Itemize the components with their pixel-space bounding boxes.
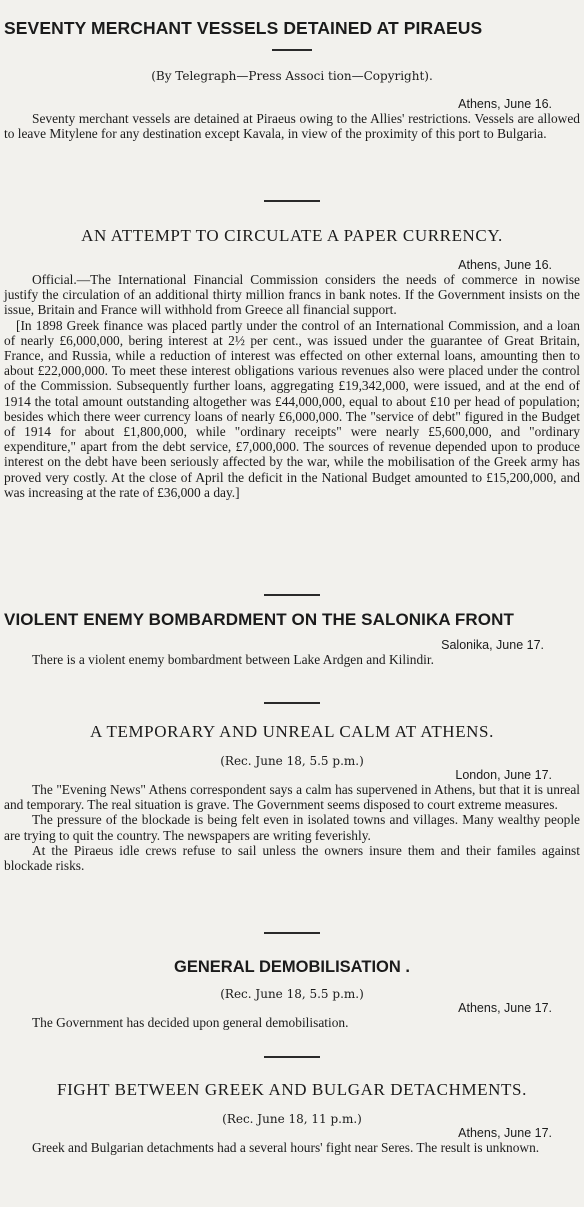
body-text: The Government has decided upon general demobilisation. [32,1015,349,1030]
received-time: (Rec. June 18, 11 p.m.) [222,1112,362,1126]
divider [264,1056,320,1058]
dateline: Salonika, June 17. [441,638,544,652]
body-text: There is a violent enemy bombardment between Lake Ardgen and Kilindir. [32,652,434,667]
divider-1 [4,200,580,202]
article-piraeus-vessels [4,18,580,141]
headline: GENERAL DEMOBILISATION . [174,958,410,976]
body-text: At the Piraeus idle crews refuse to sail unless the owners insure them and their familes against blockade risks. [4,842,580,874]
divider [264,932,320,934]
article-greek-bulgar-fight [4,1080,580,1155]
received-time: (Rec. June 18, 5.5 p.m.) [220,754,364,768]
body-text: Greek and Bulgarian detachments had a several hours' fight near Seres. The result is unknown. [32,1140,540,1155]
headline: A TEMPORARY AND UNREAL CALM AT ATHENS. [90,722,494,741]
body-text: The "Evening News" Athens correspondent says a calm has supervened in Athens, but that it is unreal and temporary. The real situation is grave. The Government seems disposed to court extreme measures. [4,782,580,813]
byline: (By Telegraph—Press Associ tion—Copyright). [151,68,433,83]
body-text: Seventy merchant vessels are detained at Piraeus owing to the Allies' restrictions. Vessels are allowed to leave Mitylene for any destination except Kavala, in view of the proximity of this port to Bulgaria. [4,110,580,141]
dateline: Athens, June 16. [458,258,552,272]
body-text: [In 1898 Greek finance was placed partly under the control of an International Commission, and a loan of nearly £6,000,000, bering interest at 2½ per cent., was issued under the guarantee of Great Britain, France, and Russia, while a reduction of interest was effected on other external loans, amounting then to about £22,000,000. To meet these interest obligations various revenues also were placed under the control of the Commission. Subsequently further loans, aggregating £19,342,000, were issued, and at the end of 1914 the total amount outstanding altogether was £44,000,000, equal to about £10 per head of population; besides which there weer currency loans of nearly £6,000,000. The "service of debt" figured in the Budget of 1914 for about £1,800,000, while "ordinary receipts" were nearly £5,600,000, and "ordinary expenditure," apart from the debt service, £7,000,000. The sources of revenue depended upon to produce interest on the debt have been seriously affected by the war, while the mobilisation of the Greek army has proved very costly. At the close of April the deficit in the National Budget amounted to £15,200,000, and was increasing at the rate of £36,000 a day.] [4,317,580,500]
divider [264,200,320,202]
dateline: Athens, June 17. [458,1001,552,1015]
divider-4 [4,932,580,934]
headline: SEVENTY MERCHANT VESSELS DETAINED AT PIRAEUS [4,18,483,38]
body-text: Official.—The International Financial Commission considers the needs of commerce in nowise justify the circulation of an additional thirty million francs in bank notes. If the Government insists on the issue, Britain and France will withhold from Greece all financial support. [4,272,580,318]
headline: VIOLENT ENEMY BOMBARDMENT ON THE SALONIKA FRONT [4,610,514,629]
divider [264,594,320,596]
divider-5 [4,1056,580,1058]
article-calm-athens [4,722,580,873]
divider-2 [4,594,580,596]
body-text: The pressure of the blockade is being felt even in isolated towns and villages. Many wealthy people are trying to quit the country. The newspapers are writing feverishly. [4,812,580,843]
dateline: Athens, June 17. [458,1126,552,1140]
dateline: London, June 17. [455,768,552,782]
article-demobilisation [4,958,580,1030]
dateline: Athens, June 16. [458,96,552,111]
divider [264,702,320,704]
article-paper-currency [4,226,580,500]
headline: AN ATTEMPT TO CIRCULATE A PAPER CURRENCY. [81,226,503,245]
article-salonika-front [4,610,580,667]
divider-3 [4,702,580,704]
received-time: (Rec. June 18, 5.5 p.m.) [220,987,364,1001]
headline: FIGHT BETWEEN GREEK AND BULGAR DETACHMENTS. [57,1080,527,1099]
